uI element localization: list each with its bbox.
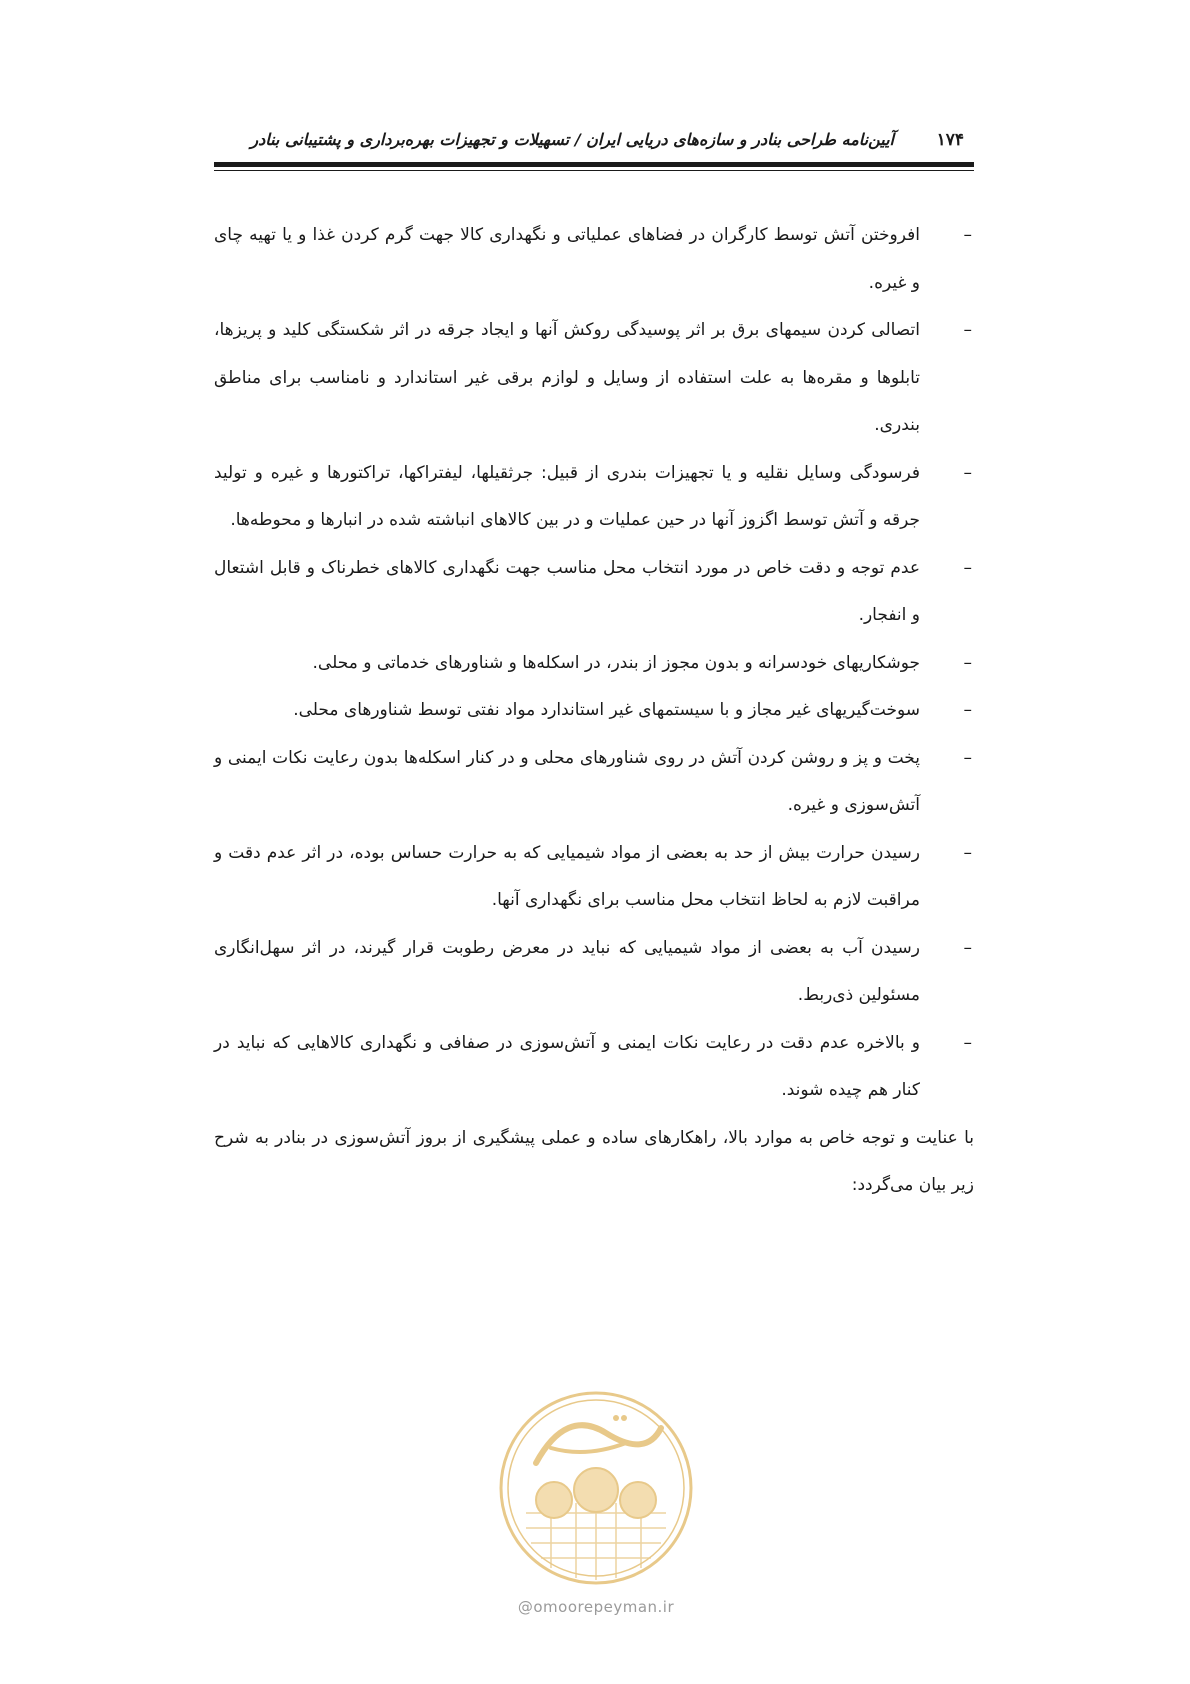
list-item [214, 687, 974, 735]
bullet-text: و بالاخره عدم دقت در رعایت نکات ایمنی و آتش‌سوزی در صفافی و نگهداری کالاهایی که نباید در کنار هم چیده شوند. [214, 1032, 920, 1100]
list-item [214, 1020, 974, 1115]
bullet-dash: – [963, 557, 972, 578]
header-rule-thick [214, 162, 974, 167]
bullet-text: فرسودگی وسایل نقلیه و یا تجهیزات بندری از قبیل: جرثقیلها، لیفتراکها، تراکتورها و غیره و تولید جرقه و آتش توسط اگزوز آنها در حین عملیات و در بین کالاهای انباشته شده در انبارها و محوطه‌ها. [214, 462, 920, 530]
bullet-text: جوشکاریهای خودسرانه و بدون مجوز از بندر، در اسکله‌ها و شناورهای خدماتی و محلی. [312, 652, 920, 673]
page-number: ۱۷۴ [936, 130, 964, 150]
page-header [214, 128, 974, 158]
watermark-caption: @omoorepeyman.ir [517, 1598, 675, 1616]
bullet-dash: – [963, 652, 972, 673]
bullet-text: عدم توجه و دقت خاص در مورد انتخاب محل مناسب جهت نگهداری کالاهای خطرناک و قابل اشتعال و انفجار. [214, 557, 920, 625]
bullet-dash: – [963, 462, 972, 483]
list-item [214, 545, 974, 640]
bullet-dash: – [963, 842, 972, 863]
list-item [214, 735, 974, 830]
bullet-text: افروختن آتش توسط کارگران در فضاهای عملیاتی و نگهداری کالا جهت گرم کردن غذا و یا تهیه چای و غیره. [214, 225, 920, 293]
bullet-text: اتصالی کردن سیمهای برق بر اثر پوسیدگی روکش آنها و ایجاد جرقه در اثر شکستگی کلید و پریزها، تابلوها و مقره‌ها به علت استفاده از وسایل و لوازم برقی غیر استاندارد و نامناسب برای مناطق بندری. [214, 320, 920, 435]
list-item [214, 212, 974, 307]
list-item [214, 450, 974, 545]
bullet-dash: – [963, 225, 972, 245]
bullet-dash: – [963, 700, 972, 720]
running-title: آیین‌نامه طراحی بنادر و سازه‌های دریایی ایران / تسهیلات و تجهیزات بهره‌برداری و پشتیبانی بنادر [250, 130, 894, 149]
bullet-text: رسیدن حرارت بیش از حد به بعضی از مواد شیمیایی که به حرارت حساس بوده، در اثر عدم دقت و مراقبت لازم به لحاظ انتخاب محل مناسب برای نگهداری آنها. [214, 842, 920, 910]
list-item [214, 307, 974, 450]
bullet-list [214, 212, 974, 1115]
watermark-logo [496, 1388, 696, 1588]
closing-paragraph: با عنایت و توجه خاص به موارد بالا، راهکارهای ساده و عملی پیشگیری از بروز آتش‌سوزی در بنادر به شرح زیر بیان می‌گردد: [214, 1127, 974, 1195]
bullet-dash: – [963, 747, 972, 768]
body-text [214, 212, 974, 1210]
bullet-text: پخت و پز و روشن کردن آتش در روی شناورهای محلی و در کنار اسکله‌ها بدون رعایت نکات ایمنی و آتش‌سوزی و غیره. [214, 747, 920, 815]
header-rule-thin [214, 170, 974, 171]
bullet-text: رسیدن آب به بعضی از مواد شیمیایی که نباید در معرض رطوبت قرار گیرند، در اثر سهل‌انگاری مسئولین ذی‌ربط. [214, 937, 920, 1005]
list-item [214, 925, 974, 1020]
list-item [214, 640, 974, 688]
bullet-dash: – [963, 1032, 972, 1053]
bullet-text: سوخت‌گیریهای غیر مجاز و با سیستمهای غیر استاندارد مواد نفتی توسط شناورهای محلی. [293, 700, 920, 720]
list-item [214, 830, 974, 925]
bullet-dash: – [963, 320, 972, 340]
bullet-dash: – [963, 937, 972, 958]
